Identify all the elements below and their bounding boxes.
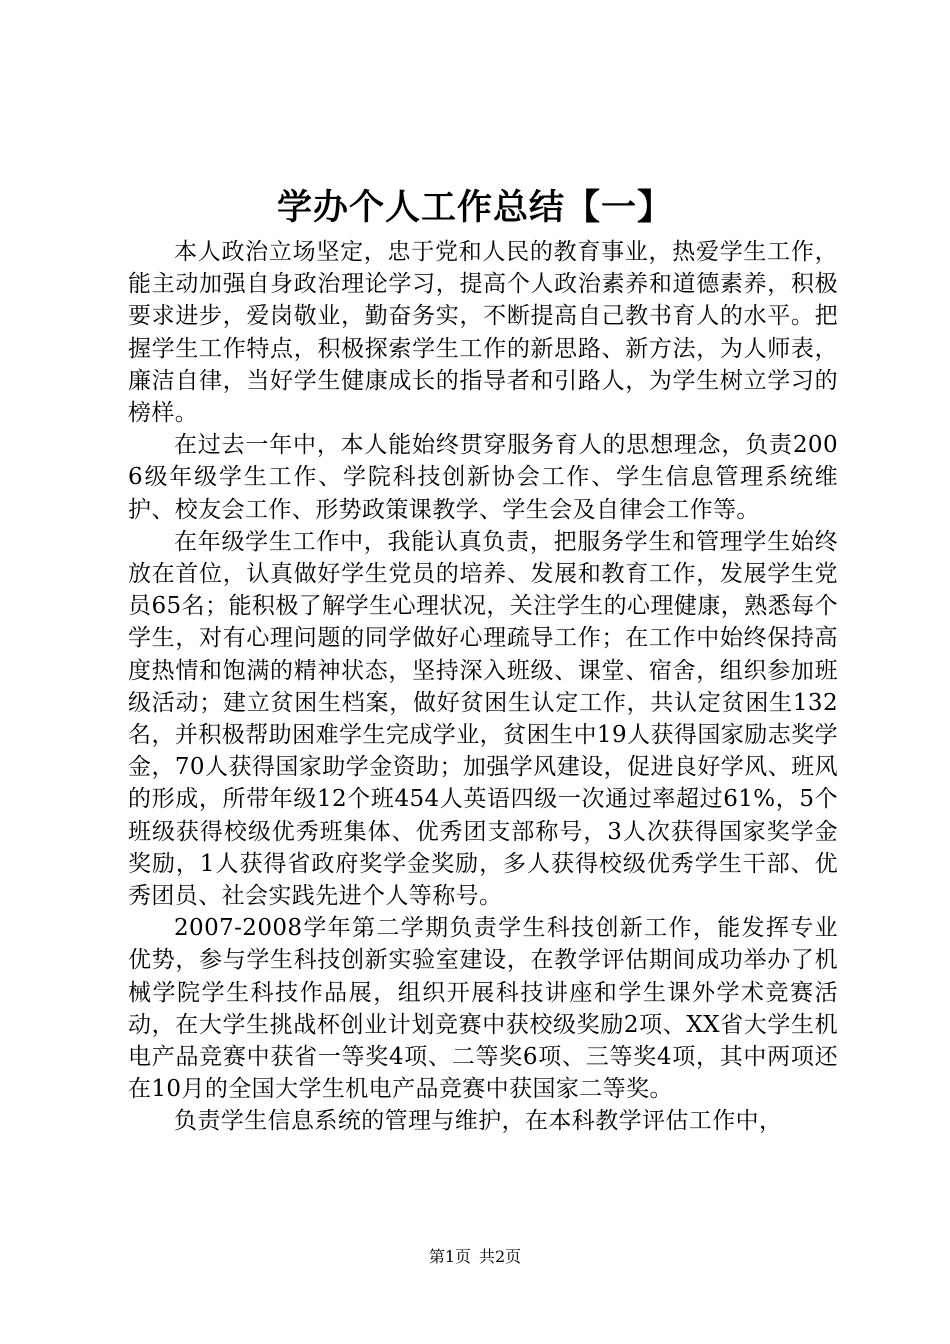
paragraph: 2007-2008学年第二学期负责学生科技创新工作，能发挥专业优势，参与学生科技创新实验室建设，在教学评估期间成功举办了机械学院学生科技作品展，组织开展科技讲座和学生课外学术竞赛活动，在大学生挑战杯创业计划竞赛中获校级奖励2项、XX省大学生机电产品竞赛中获省一等奖4项、二等奖6项、三等奖4项，其中两项还在10月的全国大学生机电产品竞赛中获国家二等奖。 (128, 915, 838, 1103)
paragraph: 本人政治立场坚定，忠于党和人民的教育事业，热爱学生工作，能主动加强自身政治理论学习，提高个人政治素养和道德素养，积极要求进步，爱岗敬业，勤奋务实，不断提高自己教书育人的水平。把握学生工作特点，积极探索学生工作的新思路、新方法，为人师表，廉洁自律，当好学生健康成长的指导者和引路人，为学生树立学习的榜样。 (128, 239, 838, 427)
page-number: 第1页 (428, 1247, 471, 1266)
document-title: 学办个人工作总结【一】 (276, 187, 673, 228)
paragraph: 负责学生信息系统的管理与维护，在本科教学评估工作中， (174, 1108, 783, 1135)
page-total: 共2页 (479, 1247, 522, 1266)
page-footer (0, 1246, 950, 1268)
document-body (128, 236, 838, 1138)
paragraph: 在过去一年中，本人能始终贯穿服务育人的思想理念，负责2006级年级学生工作、学院科技创新协会工作、学生信息管理系统维护、校友会工作、形势政策课教学、学生会及自律会工作等。 (128, 432, 838, 523)
paragraph: 在年级学生工作中，我能认真负责，把服务学生和管理学生始终放在首位，认真做好学生党员的培养、发展和教育工作，发展学生党员65名；能积极了解学生心理状况，关注学生的心理健康，熟悉每个学生，对有心理问题的同学做好心理疏导工作；在工作中始终保持高度热情和饱满的精神状态，坚持深入班级、课堂、宿舍，组织参加班级活动；建立贫困生档案，做好贫困生认定工作，共认定贫困生132名，并积极帮助困难学生完成学业，贫困生中19人获得国家励志奖学金，70人获得国家助学金资助；加强学风建设，促进良好学风、班风的形成，所带年级12个班454人英语四级一次通过率超过61%，5个班级获得校级优秀班集体、优秀团支部称号，3人次获得国家奖学金奖励，1人获得省政府奖学金奖励，多人获得校级优秀学生干部、优秀团员、社会实践先进个人等称号。 (128, 528, 838, 910)
